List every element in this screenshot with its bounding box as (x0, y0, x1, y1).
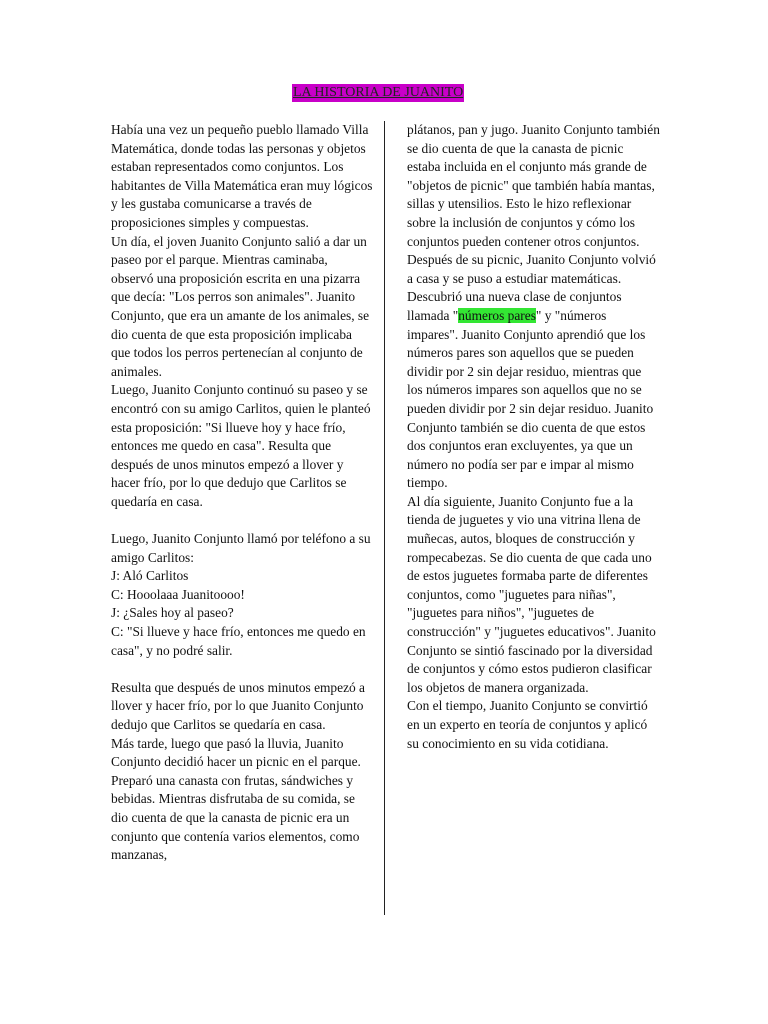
paragraph-gap (111, 511, 373, 530)
text-segment: " y "números impares". Juanito Conjunto aprendió que los números pares son aquellos que se pueden dividir por 2 sin dejar residuo, mientras que los números impares son aquellos que no se pueden dividir por 2 sin dejar residuo. Juanito Conjunto también se dio cuenta de que estos dos conjuntos eran excluyentes, ya que un número no podía ser par e impar al mismo tiempo. (407, 307, 654, 491)
paragraph-carlitos: Luego, Juanito Conjunto continuó su paseo y se encontró con su amigo Carlitos, quien le planteó esta proposición: "Si llueve hoy y hace frío, entonces me quedo en casa". Resulta que después de unos minutos empezó a llover y hacer frío, por lo que dedujo que Carlitos se quedaría en casa. (111, 382, 371, 509)
paragraph-phone-call: Luego, Juanito Conjunto llamó por teléfono a su amigo Carlitos: (111, 531, 371, 565)
paragraph-park-walk: Un día, el joven Juanito Conjunto salió a dar un paseo por el parque. Mientras caminaba, observó una proposición escrita en una pizarra que decía: "Los perros son animales". Juanito Conjunto, que era un amante de los animales, se dio cuenta de que esta proposición implicaba que todos los perros pertenecían al conjunto de animales. (111, 233, 370, 379)
paragraph-gap (111, 660, 373, 679)
paragraph-picnic-continued: plátanos, pan y jugo. Juanito Conjunto también se dio cuenta de que la canasta de picnic estaba incluida en el conjunto más grande de "objetos de picnic" que también había mantas, sillas y utensilios. Esto le hizo reflexionar sobre la inclusión de conjuntos y cómo los conjuntos pueden contener otros conjuntos. (407, 122, 660, 249)
column-divider (384, 121, 385, 915)
document-title: LA HISTORIA DE JUANITO (293, 85, 464, 100)
highlighted-text: números pares (458, 307, 536, 323)
dialogue-line: C: Hooolaaa Juanitoooo! (111, 586, 245, 602)
text-segment: Después de su picnic, Juanito Conjunto volvió a casa y se puso a estudiar matemáticas. Descubrió una nueva clase de conjuntos llamada " (407, 252, 656, 323)
left-column (111, 121, 373, 865)
paragraph-even-odd (407, 251, 660, 493)
paragraph-toy-store: Al día siguiente, Juanito Conjunto fue a la tienda de juguetes y vio una vitrina llena de muñecas, autos, bloques de construcción y rompecabezas. Se dio cuenta de que cada uno de estos juguetes formaba parte de diferentes conjuntos, como "juguetes para niñas", "juguetes para niños", "juguetes de construcción" y "juguetes educativos". Juanito Conjunto se sintió fascinado por la diversidad de conjuntos y cómo estos pudieron clasificar los objetos de manera organizada. (407, 493, 656, 695)
paragraph-conclusion: Con el tiempo, Juanito Conjunto se convirtió en un experto en teoría de conjuntos y aplicó su conocimiento en su vida cotidiana. (407, 698, 648, 751)
dialogue-line: J: Aló Carlitos (111, 568, 189, 584)
paragraph-village: Había una vez un pequeño pueblo llamado Villa Matemática, donde todas las personas y objetos estaban representados como conjuntos. Los habitantes de Villa Matemática eran muy lógicos y les gustaba comunicarse a través de proposiciones simples y compuestas. (111, 122, 373, 230)
dialogue-line: J: ¿Sales hoy al paseo? (111, 605, 234, 621)
paragraph-picnic: Más tarde, luego que pasó la lluvia, Juanito Conjunto decidió hacer un picnic en el parque. Preparó una canasta con frutas, sándwiches y bebidas. Mientras disfrutaba de su comida, se dio cuenta de que la canasta de picnic era un conjunto que contenía varios elementos, como manzanas, (111, 735, 361, 863)
paragraph-deduction: Resulta que después de unos minutos empezó a llover y hacer frío, por lo que Juanito Conjunto dedujo que Carlitos se quedaría en casa. (111, 679, 365, 732)
dialogue-line: C: "Si llueve y hace frío, entonces me quedo en casa", y no podré salir. (111, 624, 366, 658)
right-column (407, 121, 660, 753)
